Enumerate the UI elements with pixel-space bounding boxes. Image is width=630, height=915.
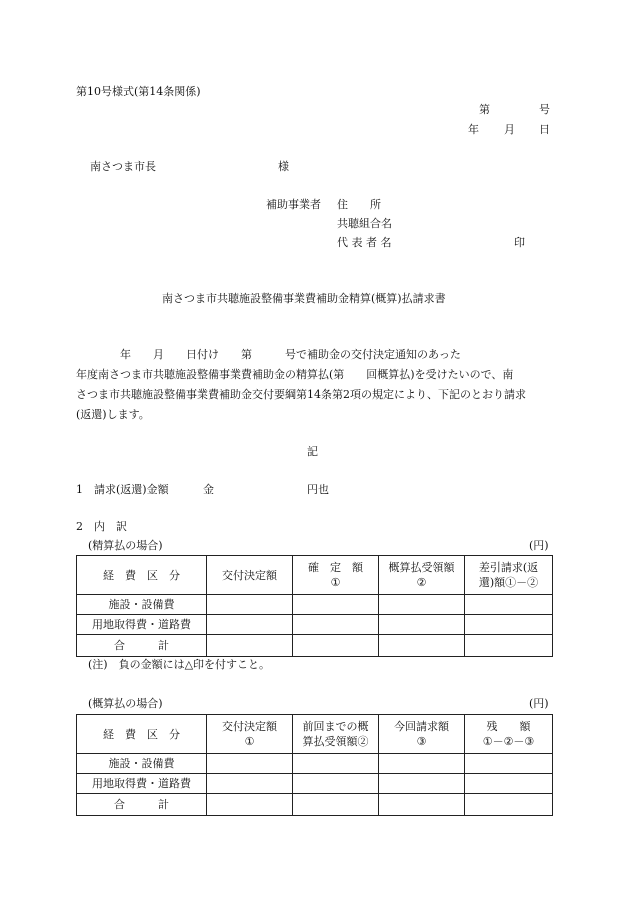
table1-caption: (精算払の場合) (88, 539, 163, 552)
input-cell[interactable] (293, 595, 379, 615)
table-row (77, 615, 553, 635)
input-cell[interactable] (293, 635, 379, 657)
row-label: 合 計 (77, 794, 207, 816)
ki-heading: 記 (307, 445, 318, 458)
form-number: 第10号様式(第14条関係) (76, 85, 201, 98)
association-label: 共聴組合名 (337, 217, 392, 230)
table-row (77, 754, 553, 774)
input-cell[interactable] (465, 615, 553, 635)
applicant-role: 補助事業者 (266, 198, 321, 211)
row-label: 合 計 (77, 635, 207, 657)
input-cell[interactable] (379, 754, 465, 774)
doc-number-suffix: 号 (539, 103, 550, 116)
date-day: 日 (539, 123, 550, 136)
table-row (77, 595, 553, 615)
date-year: 年 (468, 123, 479, 136)
header-cell: 経 費 区 分 (77, 715, 207, 754)
address-label: 住 所 (337, 198, 381, 211)
document-title: 南さつま市共聴施設整備事業費補助金精算(概算)払請求書 (162, 292, 446, 305)
doc-number-prefix: 第 (479, 103, 490, 116)
input-cell[interactable] (207, 754, 293, 774)
input-cell[interactable] (465, 595, 553, 615)
header-cell: 確 定 額 ① (293, 556, 379, 595)
header-cell: 前回までの概 算払受領額② (293, 715, 379, 754)
item2-label: 2 内 訳 (76, 520, 127, 533)
input-cell[interactable] (207, 615, 293, 635)
table-row (77, 774, 553, 794)
body-line: 年度南さつま市共聴施設整備事業費補助金の精算払(第 回概算払)を受けたいので、南 (76, 368, 514, 381)
estimate-table (76, 714, 553, 816)
item1-enya: 円也 (307, 483, 329, 496)
body-line: (返還)します。 (76, 408, 150, 421)
addressee-name: 南さつま市長 (90, 160, 156, 173)
body-paragraph (76, 345, 550, 425)
body-line: 年 月 日付け 第 号で補助金の交付決定通知のあった (76, 348, 461, 361)
input-cell[interactable] (465, 635, 553, 657)
input-cell[interactable] (207, 635, 293, 657)
input-cell[interactable] (379, 635, 465, 657)
header-cell: 残 額 ①－②－③ (465, 715, 553, 754)
input-cell[interactable] (293, 774, 379, 794)
input-cell[interactable] (465, 774, 553, 794)
input-cell[interactable] (379, 615, 465, 635)
row-label: 用地取得費・道路費 (77, 615, 207, 635)
table1-note: (注) 負の金額には△印を付すこと。 (88, 658, 271, 671)
input-cell[interactable] (207, 794, 293, 816)
input-cell[interactable] (379, 794, 465, 816)
table1-unit: (円) (529, 539, 549, 552)
header-cell: 交付決定額 (207, 556, 293, 595)
date-month: 月 (504, 123, 515, 136)
header-cell: 差引請求(返 還)額①－② (465, 556, 553, 595)
input-cell[interactable] (293, 615, 379, 635)
row-label: 施設・設備費 (77, 754, 207, 774)
input-cell[interactable] (207, 595, 293, 615)
table-header-row (77, 556, 553, 595)
item1-label: 1 請求(返還)金額 (76, 483, 169, 496)
header-cell: 交付決定額 ① (207, 715, 293, 754)
input-cell[interactable] (293, 794, 379, 816)
settlement-table (76, 555, 553, 657)
table-total-row (77, 794, 553, 816)
representative-label: 代 表 者 名 (337, 236, 392, 249)
seal-mark: 印 (514, 236, 525, 249)
header-cell: 経 費 区 分 (77, 556, 207, 595)
header-cell: 今回請求額 ③ (379, 715, 465, 754)
input-cell[interactable] (379, 774, 465, 794)
input-cell[interactable] (465, 754, 553, 774)
addressee-honorific: 様 (278, 160, 289, 173)
input-cell[interactable] (293, 754, 379, 774)
table2-unit: (円) (529, 697, 549, 710)
item1-kin: 金 (203, 483, 214, 496)
input-cell[interactable] (207, 774, 293, 794)
input-cell[interactable] (379, 595, 465, 615)
input-cell[interactable] (465, 794, 553, 816)
body-line: さつま市共聴施設整備事業費補助金交付要綱第14条第2項の規定により、下記のとおり請求 (76, 388, 526, 401)
row-label: 施設・設備費 (77, 595, 207, 615)
header-cell: 概算払受領額 ② (379, 556, 465, 595)
table-header-row (77, 715, 553, 754)
table2-caption: (概算払の場合) (88, 697, 163, 710)
row-label: 用地取得費・道路費 (77, 774, 207, 794)
table-total-row (77, 635, 553, 657)
